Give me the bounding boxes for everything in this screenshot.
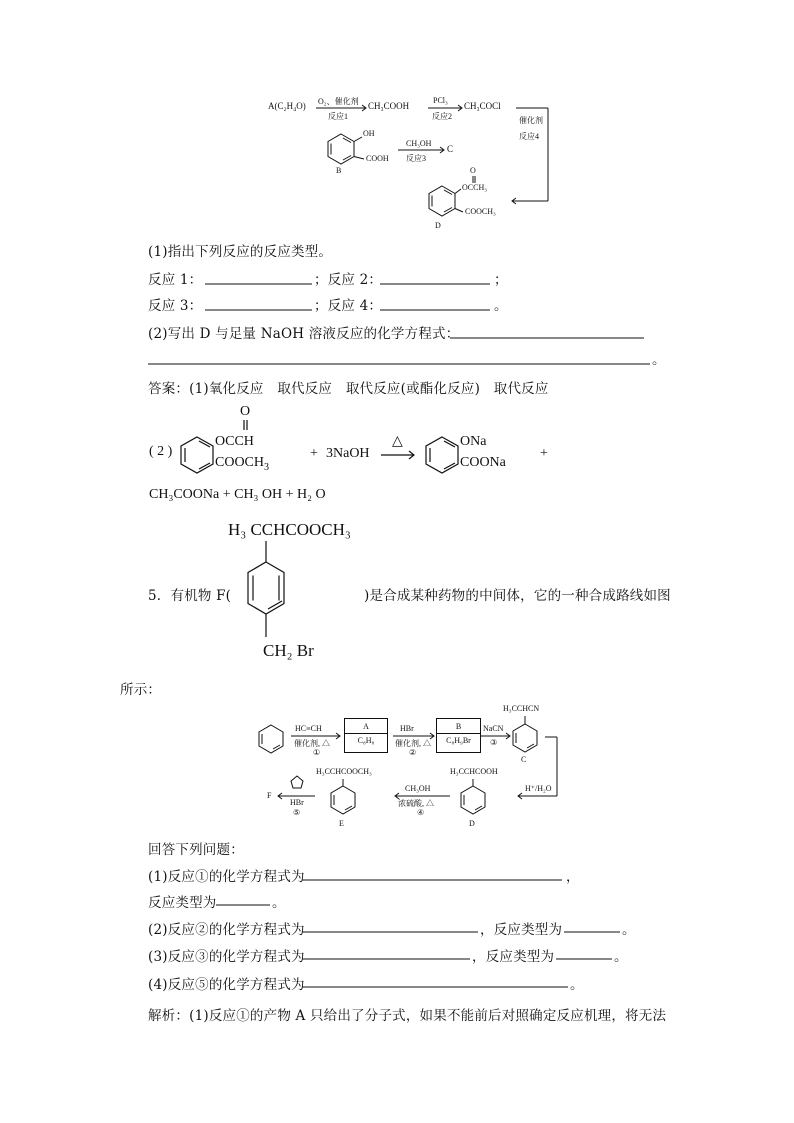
benzene-ring-C: [513, 716, 537, 752]
q5-part3-type: ，反应类型为: [472, 949, 555, 965]
q4-r4-label: ；反应 4：: [314, 298, 383, 314]
step5-number: ⑤: [293, 808, 301, 817]
step2-reagent: HBr: [400, 724, 414, 733]
hydrolysis-reagent: H⁺/H₂O: [525, 784, 552, 793]
q4-r1-label: 反应 1：: [148, 272, 203, 288]
q5-part1-type: 反应类型为: [148, 895, 217, 911]
step4-number: ④: [417, 808, 425, 817]
step2-conditions: 催化剂, △: [395, 739, 431, 748]
step3-number: ③: [490, 738, 498, 747]
acetic-acid: CH₃COOH: [368, 101, 410, 111]
B-carboxyl: COOH: [366, 154, 389, 163]
step4-conditions: 浓硫酸, △: [398, 799, 434, 808]
eq-plus-2: +: [540, 446, 548, 461]
arrow3-label: 反应3: [406, 154, 426, 163]
q5-part2-type: ，反应类型为: [480, 922, 563, 938]
ethylene-oxide-like-ring: [291, 776, 303, 788]
eq-label: ( 2 ): [149, 444, 173, 459]
arrow2-reagent: PCl₃: [433, 96, 448, 105]
F-top-group: H₃ CCHCOOCH₃: [228, 520, 351, 539]
B-name: B: [455, 722, 462, 731]
step4-reagent: CH₃OH: [405, 784, 431, 793]
q5-prompt: 回答下列问题：: [148, 842, 244, 858]
step1-conditions: 催化剂, △: [294, 739, 330, 748]
D-ester-group: OCCH₃: [462, 183, 488, 192]
D-acid-group: H₃CCHCOOH: [450, 767, 498, 776]
A-name: A: [363, 722, 369, 731]
arrow3-reagent: CH₃OH: [406, 139, 432, 148]
q4-part2: (2)写出 D 与足量 NaOH 溶液反应的化学方程式：: [148, 326, 460, 342]
E-ester-group: H₃CCHCOOCH₃: [316, 767, 372, 776]
B-label: B: [336, 166, 342, 175]
q5-part4-period: 。: [570, 977, 584, 993]
box-A: [344, 718, 388, 753]
benzene-ring-F: [248, 541, 284, 637]
step1-reagent: HC≡CH: [295, 724, 322, 733]
box-B: [436, 718, 481, 753]
eq-naoh: 3NaOH: [326, 446, 370, 461]
q5-intro-left: 5．有机物 F(: [148, 588, 232, 604]
arrow2-label: 反应2: [432, 112, 452, 121]
q4-r2-label: ；反应 2：: [314, 272, 383, 288]
D2-label: D: [469, 819, 475, 828]
F-bottom-group: CH₂ Br: [263, 641, 314, 660]
q5-part2: (2)反应②的化学方程式为: [148, 922, 305, 938]
q4-semicolon: ；: [494, 272, 508, 288]
benzene-ring-D2: [461, 779, 485, 814]
eq-acetoxy: OCCH: [215, 434, 254, 449]
q5-part1-period: 。: [272, 895, 286, 911]
q4-period: 。: [494, 298, 508, 314]
step1-number: ①: [313, 748, 321, 757]
step2-number: ②: [409, 748, 417, 757]
A-formula: C₈H₈: [357, 736, 375, 745]
q5-part4: (4)反应⑤的化学方程式为: [148, 977, 305, 993]
q5-part1-comma: ，: [566, 869, 580, 885]
benzene-ring-start: [259, 725, 283, 753]
q5-intro-right: )是合成某种药物的中间体，它的一种合成路线如图: [364, 588, 671, 604]
eq-phenoxide: ONa: [460, 434, 487, 449]
D-label: D: [435, 221, 441, 230]
eq-plus-1: +: [310, 446, 318, 461]
benzene-ring-product: [426, 437, 458, 473]
benzene-ring-B: [328, 134, 364, 164]
arrow1-reagent: O₂、催化剂: [318, 97, 359, 106]
arrow1-label: 反应1: [328, 112, 348, 121]
step3-reagent: NaCN: [483, 724, 504, 733]
arrow4-reagent: 催化剂: [519, 116, 543, 125]
q5-part1: (1)反应①的化学方程式为: [148, 869, 305, 885]
eq-carbonyl-O: O: [240, 404, 251, 419]
eq-heat: △: [392, 434, 403, 449]
eq-carboxylate: COONa: [460, 455, 506, 470]
q4-end-period: 。: [652, 352, 666, 368]
compound-A: A(C₂H₄O): [268, 101, 306, 111]
q5-analysis: 解析：(1)反应①的产物 A 只给出了分子式，如果不能前后对照确定反应机理，将无法: [148, 1008, 667, 1024]
eq-ester: $COOCH_3$: [215, 455, 270, 473]
B-hydroxyl: OH: [363, 129, 375, 138]
eq-byproducts: CH₃COONa + CH₃ OH + H₂ O: [149, 487, 326, 502]
F-label: F: [267, 791, 272, 800]
E-label: E: [339, 819, 344, 828]
q5-shown: 所示：: [120, 682, 162, 698]
step5-reagent: HBr: [290, 798, 304, 807]
compound-C: C: [447, 144, 454, 154]
q5-part3-period: 。: [614, 949, 628, 965]
D-carbonyl-O: O: [470, 166, 476, 175]
q4-r3-label: 反应 3：: [148, 298, 203, 314]
q5-part3: (3)反应③的化学方程式为: [148, 949, 305, 965]
q4-answer: 答案：(1)氧化反应 取代反应 取代反应(或酯化反应) 取代反应: [148, 381, 549, 397]
C-nitrile-group: H₃CCHCN: [503, 704, 540, 713]
acetyl-chloride: CH₃COCl: [464, 101, 501, 111]
B-formula: C₈H₉Br: [446, 736, 471, 745]
q5-part2-period: 。: [622, 922, 636, 938]
q4-part1: (1)指出下列反应的反应类型。: [148, 244, 333, 260]
C-label: C: [521, 755, 527, 764]
arrow4-label: 反应4: [519, 132, 539, 141]
D-methyl-ester: COOCH₃: [465, 207, 496, 216]
benzene-ring-E: [331, 779, 355, 814]
